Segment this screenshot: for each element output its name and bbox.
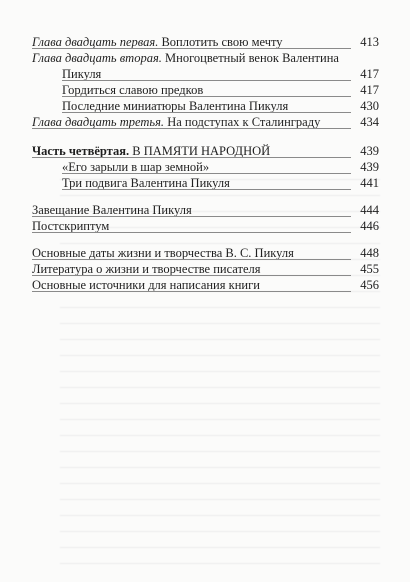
- part-prefix: Часть четвёртая.: [32, 144, 130, 158]
- leader-line: [32, 291, 351, 292]
- subsection-title: Три подвига Валентина Пикуля: [62, 176, 230, 190]
- page-number: 441: [360, 176, 379, 190]
- toc-entry-sources[interactable]: [32, 277, 379, 293]
- entry-title: Постскриптум: [32, 219, 110, 233]
- spacer: [32, 234, 379, 245]
- toc-entry-part-4[interactable]: [32, 143, 379, 159]
- page-number: 439: [360, 144, 379, 158]
- toc-entry-chapter-21[interactable]: [32, 34, 379, 50]
- leader-line: [62, 189, 351, 190]
- page-number: 455: [360, 262, 379, 276]
- leader-line: [62, 173, 351, 174]
- leader-line: [62, 80, 351, 81]
- chapter-prefix: Глава двадцать вторая.: [32, 51, 162, 65]
- chapter-title: Воплотить свою мечту: [158, 35, 283, 49]
- page-number: 430: [360, 99, 379, 113]
- toc-entry-postscript[interactable]: [32, 218, 379, 234]
- toc-entry-testament[interactable]: [32, 202, 379, 218]
- subsection-title: Гордиться славою предков: [62, 83, 204, 97]
- part-title: В ПАМЯТИ НАРОДНОЙ: [129, 144, 271, 158]
- entry-title: Основные источники для написания книги: [32, 278, 260, 292]
- leader-line: [32, 216, 351, 217]
- page-number: 446: [360, 219, 379, 233]
- toc-entry-chapter-23[interactable]: [32, 114, 379, 130]
- page-number: 448: [360, 246, 379, 260]
- subsection-title: «Его зарыли в шар земной»: [62, 160, 210, 174]
- entry-title: Завещание Валентина Пикуля: [32, 203, 192, 217]
- leader-line: [62, 112, 351, 113]
- toc-entry-dates[interactable]: [32, 245, 379, 261]
- toc-entry-subsection[interactable]: [32, 159, 379, 175]
- entry-title: Литература о жизни и творчестве писателя: [32, 262, 261, 276]
- page-number: 456: [360, 278, 379, 292]
- toc-entry-subsection[interactable]: [32, 82, 379, 98]
- toc-entry-subsection[interactable]: [32, 98, 379, 114]
- leader-line: [32, 128, 351, 129]
- leader-line: [32, 157, 351, 158]
- page-number: 439: [360, 160, 379, 174]
- chapter-prefix: Глава двадцать первая.: [32, 35, 159, 49]
- page-number: 417: [360, 67, 379, 81]
- toc-entry-chapter-22[interactable]: [32, 50, 379, 66]
- toc-entry-chapter-22-continued[interactable]: [32, 66, 379, 82]
- chapter-title-continued: Пикуля: [62, 67, 102, 81]
- leader-line: [32, 275, 351, 276]
- toc-entry-subsection[interactable]: [32, 175, 379, 191]
- table-of-contents: [32, 34, 379, 293]
- leader-line: [32, 232, 351, 233]
- spacer: [32, 191, 379, 202]
- chapter-title: Многоцветный венок Валентина: [161, 51, 339, 65]
- entry-title: Основные даты жизни и творчества В. С. Пикуля: [32, 246, 294, 260]
- chapter-title: На подступах к Сталинграду: [164, 115, 321, 129]
- toc-entry-literature[interactable]: [32, 261, 379, 277]
- chapter-prefix: Глава двадцать третья.: [32, 115, 165, 129]
- leader-line: [32, 48, 351, 49]
- page-number: 444: [360, 203, 379, 217]
- spacer: [32, 130, 379, 143]
- leader-line: [62, 96, 351, 97]
- page-number: 417: [360, 83, 379, 97]
- page-number: 434: [360, 115, 379, 129]
- subsection-title: Последние миниатюры Валентина Пикуля: [62, 99, 289, 113]
- page-number: 413: [360, 35, 379, 49]
- leader-line: [32, 259, 351, 260]
